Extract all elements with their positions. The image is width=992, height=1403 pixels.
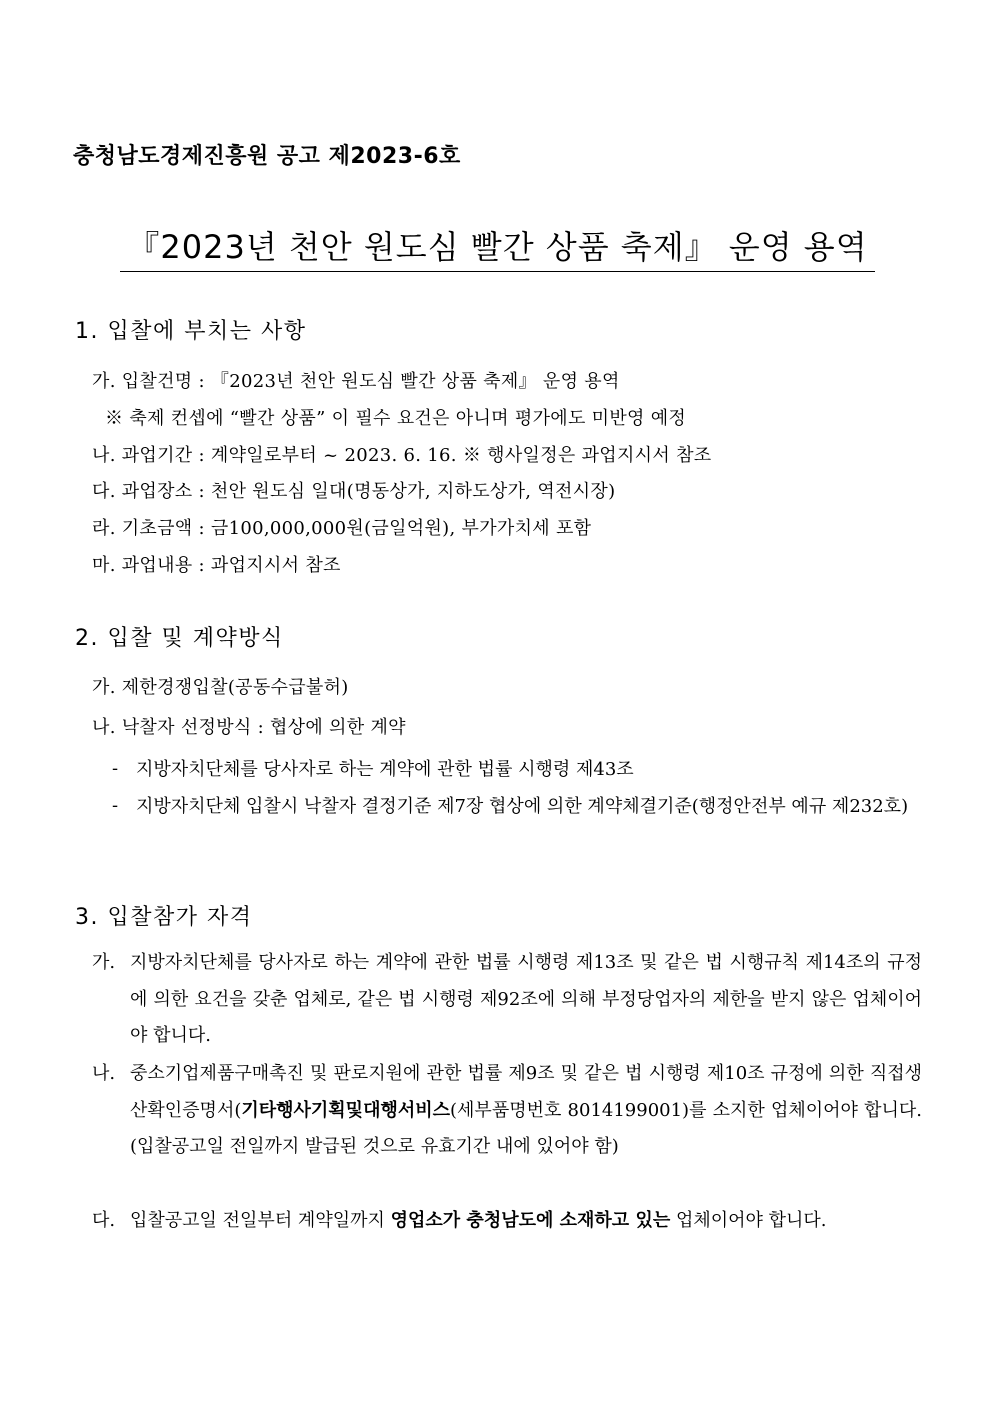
section-3-item-a xyxy=(92,945,922,1055)
section-3-item-a-text: 지방자치단체를 당사자로 하는 계약에 관한 법률 시행령 제13조 및 같은 법 시행규칙 제14조의 규정에 의한 요건을 갖춘 업체로, 같은 법 시행령 제92조에 의해 부정당업자의 제한을 받지 않은 업체이어야 합니다. xyxy=(130,952,922,1046)
section-3-item-b-marker: 나. xyxy=(92,1063,116,1084)
section-2-sub2-dash: - xyxy=(112,795,119,816)
section-3-item-c-text-2: 업체이어야 합니다. xyxy=(670,1210,827,1231)
section-1-item-d: 라. 기초금액 : 금100,000,000원(금일억원), 부가가치세 포함 xyxy=(92,518,592,539)
section-1-heading: 1. 입찰에 부치는 사항 xyxy=(75,319,307,344)
document-title: 『2023년 천안 원도심 빨간 상품 축제』 운영 용역 xyxy=(120,222,875,272)
section-3-item-c-text-1: 입찰공고일 전일부터 계약일까지 xyxy=(130,1210,391,1231)
section-3-item-c xyxy=(92,1203,922,1240)
section-2-sub1: 지방자치단체를 당사자로 하는 계약에 관한 법률 시행령 제43조 xyxy=(136,759,634,780)
section-2-heading: 2. 입찰 및 계약방식 xyxy=(75,626,284,651)
section-3-item-b-text-1: 중소기업제품구매촉진 및 판로지원에 관한 법률 제9조 및 같은 법 시행령 제10조 규정에 의한 직접생산확인증명서( xyxy=(130,1063,922,1121)
section-3-item-c-text xyxy=(92,1203,922,1240)
section-1-item-b: 나. 과업기간 : 계약일로부터 ~ 2023. 6. 16. ※ 행사일정은 과업지시서 참조 xyxy=(92,445,712,466)
notice-number: 충청남도경제진흥원 공고 제2023-6호 xyxy=(73,144,461,169)
section-2-sub1-dash: - xyxy=(112,758,119,779)
section-1-item-e: 마. 과업내용 : 과업지시서 참조 xyxy=(92,555,341,576)
section-3-item-b-text-2: (세부품명번호 8014199001)를 소지한 업체이어야 합니다.(입찰공고일 전일까지 발급된 것으로 유효기간 내에 있어야 함) xyxy=(130,1099,922,1157)
section-3-item-c-bold: 영업소가 충청남도에 소재하고 있는 xyxy=(390,1210,671,1231)
section-2-item-a: 가. 제한경쟁입찰(공동수급불허) xyxy=(92,677,349,698)
section-3-item-b-bold: 기타행사기획및대행서비스 xyxy=(241,1099,451,1121)
section-2-sub2: 지방자치단체 입찰시 낙찰자 결정기준 제7장 협상에 의한 계약체결기준(행정안전부 예규 제232호) xyxy=(136,796,909,817)
section-1-item-c: 다. 과업장소 : 천안 원도심 일대(명동상가, 지하도상가, 역전시장) xyxy=(92,481,616,502)
section-3-item-c-marker: 다. xyxy=(92,1210,116,1231)
section-2-item-b: 나. 낙찰자 선정방식 : 협상에 의한 계약 xyxy=(92,717,406,738)
section-3-heading: 3. 입찰참가 자격 xyxy=(75,905,253,930)
section-1-item-a: 가. 입찰건명 : 『2023년 천안 원도심 빨간 상품 축제』 운영 용역 xyxy=(92,371,620,392)
section-3-item-b xyxy=(92,1056,922,1166)
section-3-item-a-marker: 가. xyxy=(92,952,116,973)
section-3-item-b-text xyxy=(92,1056,922,1166)
section-1-note: ※ 축제 컨셉에 “빨간 상품” 이 필수 요건은 아니며 평가에도 미반영 예정 xyxy=(105,408,687,429)
